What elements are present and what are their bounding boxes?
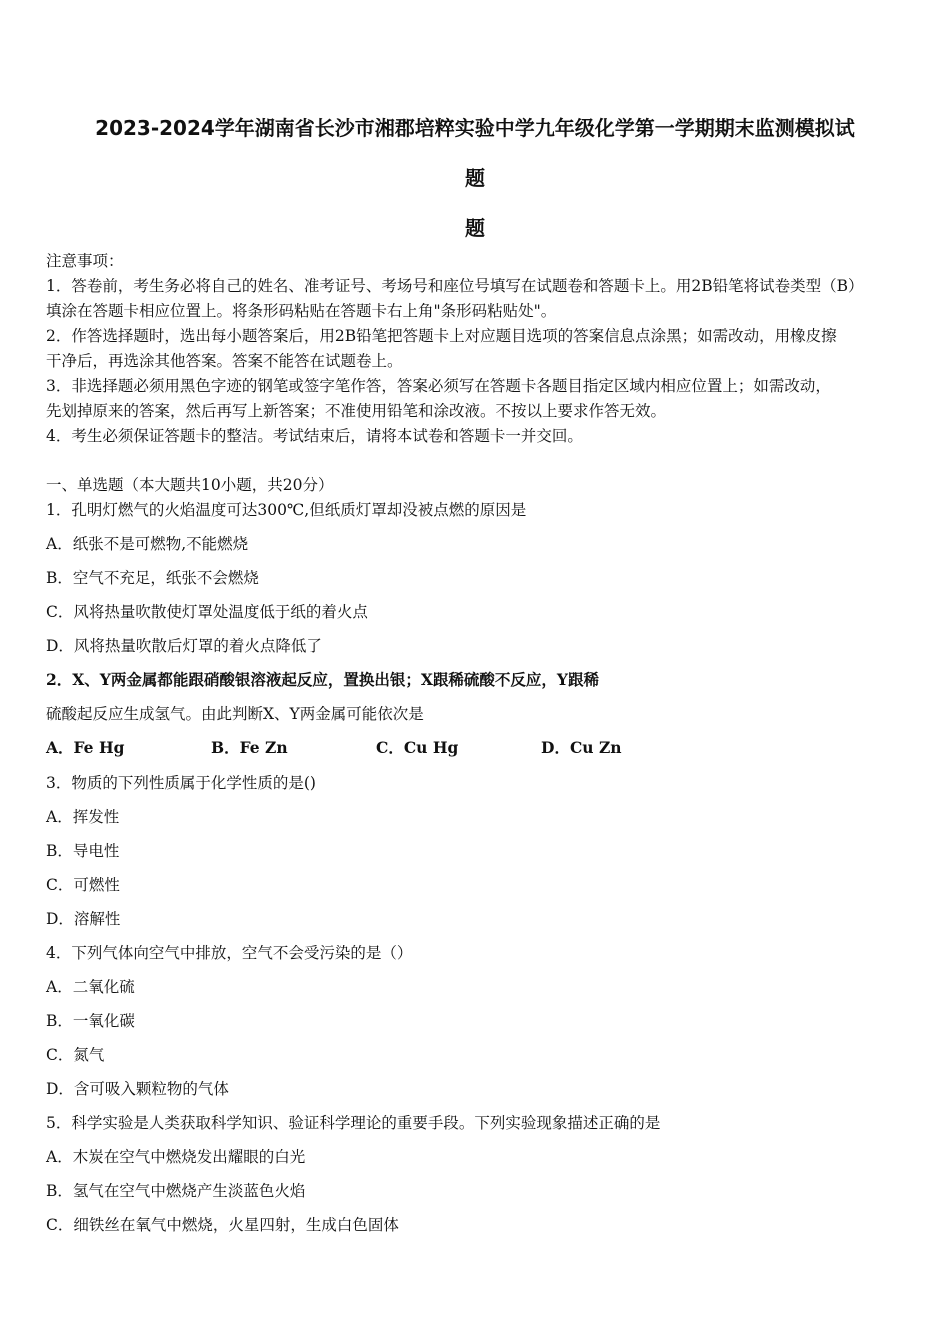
notice-heading: 注意事项： bbox=[46, 252, 124, 270]
question-1-option-b: B．空气不充足，纸张不会燃烧 bbox=[46, 569, 259, 587]
page-subtitle: 题 bbox=[465, 216, 485, 240]
page-title: 2023-2024学年湖南省长沙市湘郡培粹实验中学九年级化学第一学期期末监测模拟试 bbox=[95, 116, 855, 140]
question-3-option-d: D．溶解性 bbox=[46, 910, 121, 928]
section-heading: 一、单选题（本大题共10小题，共20分） bbox=[46, 476, 334, 494]
question-4-option-c: C．氮气 bbox=[46, 1046, 105, 1064]
question-1-option-d: D．风将热量吹散后灯罩的着火点降低了 bbox=[46, 637, 322, 655]
question-2-stem-continuation: 硫酸起反应生成氢气。由此判断X、Y两金属可能依次是 bbox=[46, 705, 424, 723]
question-2-option-c: C．Cu Hg bbox=[376, 738, 459, 757]
question-4-stem: 4．下列气体向空气中排放，空气不会受污染的是（） bbox=[46, 944, 413, 962]
question-3-option-c: C．可燃性 bbox=[46, 876, 120, 894]
question-1-stem: 1．孔明灯燃气的火焰温度可达300℃,但纸质灯罩却没被点燃的原因是 bbox=[46, 501, 527, 519]
question-5-option-c: C．细铁丝在氧气中燃烧，火星四射，生成白色固体 bbox=[46, 1216, 399, 1234]
question-2-option-a: A．Fe Hg bbox=[46, 738, 125, 757]
question-1-option-c: C．风将热量吹散使灯罩处温度低于纸的着火点 bbox=[46, 603, 368, 621]
question-3-stem: 3．物质的下列性质属于化学性质的是() bbox=[46, 774, 316, 792]
question-2-option-d: D．Cu Zn bbox=[541, 738, 622, 757]
question-3-option-b: B．导电性 bbox=[46, 842, 120, 860]
notice-line: 3．非选择题必须用黑色字迹的钢笔或签字笔作答，答案必须写在答题卡各题目指定区域内相应位置上；如需改动， bbox=[46, 377, 831, 395]
question-5-option-b: B．氢气在空气中燃烧产生淡蓝色火焰 bbox=[46, 1182, 306, 1200]
page-title-continuation: 题 bbox=[465, 166, 485, 190]
question-2-stem: 2．X、Y两金属都能跟硝酸银溶液起反应，置换出银；X跟稀硫酸不反应，Y跟稀 bbox=[46, 670, 599, 689]
notice-line: 干净后，再选涂其他答案。答案不能答在试题卷上。 bbox=[46, 352, 403, 370]
question-5-stem: 5．科学实验是人类获取科学知识、验证科学理论的重要手段。下列实验现象描述正确的是 bbox=[46, 1114, 661, 1132]
question-4-option-b: B．一氧化碳 bbox=[46, 1012, 135, 1030]
notice-line: 填涂在答题卡相应位置上。将条形码粘贴在答题卡右上角"条形码粘贴处"。 bbox=[46, 302, 557, 320]
question-4-option-a: A．二氧化硫 bbox=[46, 978, 135, 996]
question-4-option-d: D．含可吸入颗粒物的气体 bbox=[46, 1080, 229, 1098]
notice-line: 1．答卷前，考生务必将自己的姓名、准考证号、考场号和座位号填写在试题卷和答题卡上。用2B铅笔将试卷类型（B） bbox=[46, 277, 864, 295]
notice-line: 4．考生必须保证答题卡的整洁。考试结束后，请将本试卷和答题卡一并交回。 bbox=[46, 427, 583, 445]
question-5-option-a: A．木炭在空气中燃烧发出耀眼的白光 bbox=[46, 1148, 306, 1166]
question-2-options bbox=[46, 737, 906, 759]
question-3-option-a: A．挥发性 bbox=[46, 808, 120, 826]
question-2-option-b: B．Fe Zn bbox=[211, 738, 288, 757]
notice-line: 2．作答选择题时，选出每小题答案后，用2B铅笔把答题卡上对应题目选项的答案信息点涂黑；如需改动，用橡皮擦 bbox=[46, 327, 837, 345]
question-1-option-a: A．纸张不是可燃物,不能燃烧 bbox=[46, 535, 249, 553]
notice-line: 先划掉原来的答案，然后再写上新答案；不准使用铅笔和涂改液。不按以上要求作答无效。 bbox=[46, 402, 667, 420]
